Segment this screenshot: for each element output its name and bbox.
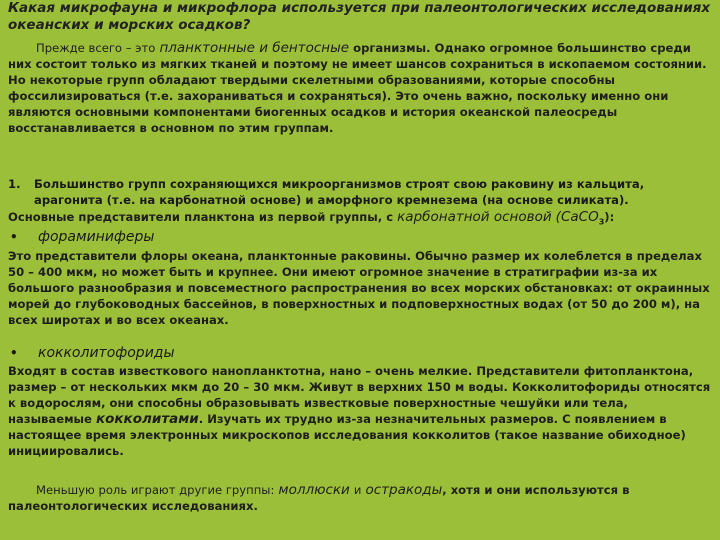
- slide-title: Какая микрофауна и микрофлора используется при палеонтологических исследованиях океанских и морских осадков?: [8, 0, 711, 33]
- closing-term-1: моллюски: [278, 482, 350, 498]
- closing-lead: Меньшую роль играют другие группы:: [36, 483, 275, 497]
- intro-term: планктонные и бентосные: [159, 40, 350, 56]
- main-line-term: карбонатной основой: [397, 209, 552, 225]
- cocco-term: кокколитами: [95, 411, 199, 427]
- formula-close: ):: [604, 210, 615, 224]
- intro-paragraph: [8, 40, 712, 136]
- closing-term-2: остракоды: [365, 482, 443, 498]
- intro-lead: Прежде всего – это: [36, 41, 156, 55]
- cocco-part1: Входят в состав известкового нанопланктотна, нано – очень мелкие. Представители фитопланктона, размер – от нескольких мкм до 20 – 30 мкм. Живут в верхних 150 м воды. Кокколитофориды относятся к водорослям, они способны образовывать известковые поверхностные чешуйки или тела, называемые: [8, 364, 711, 426]
- list-item-1: [8, 176, 712, 208]
- foraminifera-paragraph: Это представители флоры океана, планктонные раковины. Обычно размер их колеблется в пределах 50 – 400 мкм, но может быть и крупнее. Они имеют огромное значение в стратиграфии из-за их большого разнообразия и повсеместного распространения во всех морских обстановках: от окраинных морей до глубоководных бассейнов, в поверхностных и подповерхностных водах (от 50 до 200 м), на всех широтах и во всех океанах.: [8, 249, 710, 327]
- formula-open: (: [555, 209, 561, 225]
- closing-rest: , хотя и они используются в палеонтологических исследованиях.: [8, 483, 630, 513]
- bullet-coccolithophores: [8, 344, 712, 362]
- formula-sub: 3: [598, 217, 605, 227]
- formula: CaCO: [560, 209, 599, 225]
- item-number: 1.: [8, 177, 21, 191]
- intro-rest: организмы. Однако огромное большинство среди них состоит только из мягких тканей и поэтому не имеет шансов сохраниться в ископаемом состоянии. Но некоторые групп обладают твердыми скелетными образованиями, которые способны фоссилизироваться (т.е. захораниваться и сохраняться). Это очень важно, поскольку именно они являются основными компонентами биогенных осадков и история океанской палеосреды восстанавливается в основном по этим группам.: [8, 41, 707, 135]
- coccolithophores-paragraph: [8, 363, 712, 459]
- cocco-part2: . Изучать их трудно из-за незначительных размеров. С появлением в настоящее время электронных микроскопов исследования кокколитов (такое название обиходное) инициировались.: [8, 412, 686, 458]
- bullet-icon: •: [10, 346, 18, 360]
- closing-paragraph: [8, 482, 712, 514]
- closing-and: и: [353, 483, 362, 497]
- bullet-label: фораминиферы: [38, 229, 155, 245]
- main-line-lead: Основные представители планктона из первой группы, с: [8, 210, 394, 224]
- bullet-label: кокколитофориды: [38, 345, 175, 361]
- item-text: Большинство групп сохраняющихся микроорганизмов строят свою раковину из кальцита, арагонита (т.е. на карбонатной основе) и аморфного кремнезема (на основе силиката).: [34, 177, 645, 207]
- bullet-icon: •: [10, 230, 18, 244]
- bullet-foraminifera: [8, 228, 712, 246]
